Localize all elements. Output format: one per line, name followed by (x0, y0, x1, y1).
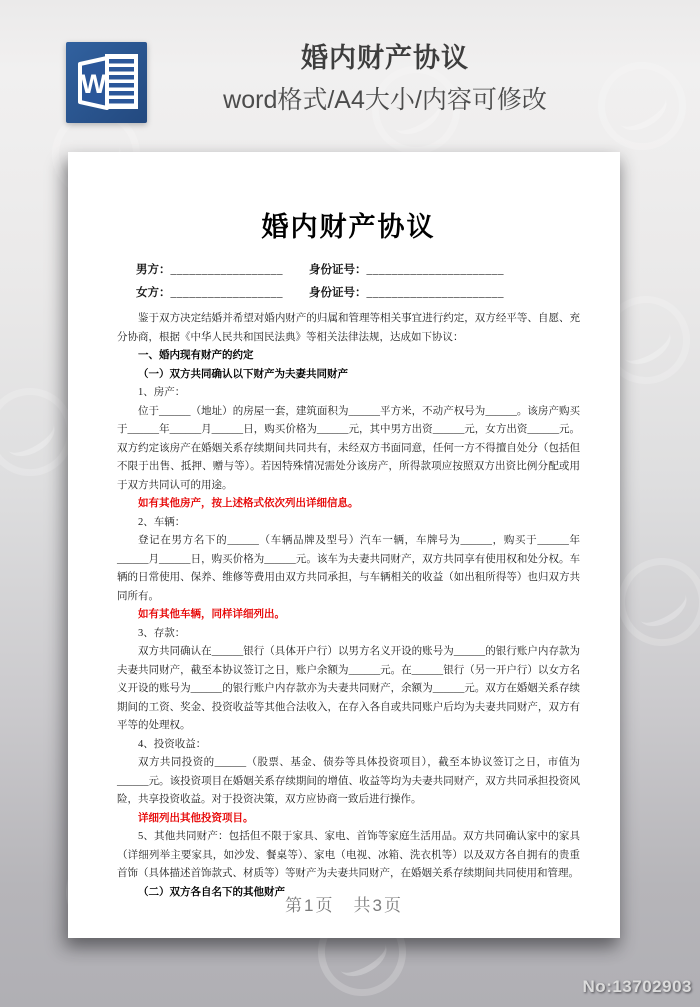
svg-text:W: W (80, 69, 107, 99)
item-vehicle-paragraph: 登记在男方名下的______（车辆品牌及型号）汽车一辆，车牌号为______，购买于______年______月______日，购买价格为______元。该车为夫妻共同财产，双方共同享有使用权和处分权。车辆的日常使用、保养、维修等费用由双方共同承担，与车辆相关的收益（如出租所得等）也归双方共同所有。 (117, 535, 580, 602)
subsection-1-heading: （一）双方共同确认以下财产为夫妻共同财产 (138, 368, 348, 380)
item-investment-label: 4、投资收益： (138, 738, 207, 750)
page-number: 第1页 共3页 (285, 896, 403, 915)
item-house-paragraph: 位于______（地址）的房屋一套，建筑面积为______平方米，不动产权号为______。该房产购买于______年______月______日，购买价格为______元，其中男方出资______元，女方出资______元。双方约定该房产在婚姻关系存续期间共同共有，未经双方书面同意，任何一方不得擅自处分（包括但不限于出售、抵押、赠与等）。若因特殊情况需处分该房产，所得款项应按照双方出资比例分配或用于双方共同认可的用途。 (117, 405, 580, 491)
note-other-vehicle: 如有其他车辆，同样详细列出。 (138, 609, 285, 620)
page-subtitle: word格式/A4大小/内容可修改 (223, 86, 547, 114)
header (0, 0, 700, 150)
intro-paragraph: 鉴于双方决定结婚并希望对婚内财产的归属和管理等相关事宜进行约定，双方经平等、自愿、充分协商，根据《中华人民共和国民法典》等相关法律法规，达成如下协议： (117, 313, 580, 343)
item-house-label: 1、房产： (138, 387, 186, 398)
item-other-property-paragraph: 5、其他共同财产：包括但不限于家具、家电、首饰等家庭生活用品。双方共同确认家中的家具（详细列举主要家具，如沙发、餐桌等）、家电（电视、冰箱、洗衣机等）以及双方各自拥有的贵重首饰（具体描述首饰款式、材质等）等财产为夫妻共同财产，在婚姻关系存续期间共同使用和管理。 (117, 831, 580, 879)
item-deposit-paragraph: 双方共同确认在______银行（具体开户行）以男方名义开设的账号为______的银行账户内存款为夫妻共同财产，截至本协议签订之日，账户余额为______元。在______银行（另一开户行）以女方名义开设的账号为______的银行账户内存款亦为夫妻共同财产，余额为______元。双方在婚姻关系存续期间的工资、奖金、投资收益等其他合法收入，在存入各自或共同账户后均为夫妻共同财产，双方有平等的处理权。 (117, 646, 580, 731)
note-other-investment: 详细列出其他投资项目。 (138, 812, 254, 824)
section-1-heading: 一、婚内现有财产的约定 (138, 350, 254, 361)
note-other-house: 如有其他房产，按上述格式依次列出详细信息。 (138, 498, 359, 509)
party-line-female (136, 282, 580, 305)
subsection-2-heading: （二）双方各自名下的其他财产 (138, 886, 285, 898)
female-id-blank: ______________________ (366, 287, 504, 299)
female-id-label: 身份证号： (309, 287, 367, 299)
female-name-blank: __________________ (170, 287, 283, 299)
item-investment-paragraph: 双方共同投资的______（股票、基金、债券等具体投资项目），截至本协议签订之日，市值为______元。该投资项目在婚姻关系存续期间的增值、收益等均为夫妻共同财产，双方共同承担投资风险，共享投资收益。对于投资决策，双方应协商一致后进行操作。 (117, 757, 580, 805)
serial-number: No:13702903 (582, 977, 692, 996)
document-body (117, 310, 580, 902)
word-icon (66, 42, 147, 123)
document-title: 婚内财产协议 (261, 212, 436, 242)
male-id-blank: ______________________ (366, 264, 504, 276)
page-title: 婚内财产协议 (301, 43, 469, 73)
watermark-icon (607, 547, 700, 658)
document-page (68, 152, 620, 938)
party-line-male (136, 259, 580, 282)
male-label: 男方： (136, 264, 171, 276)
item-deposit-label: 3、存款： (138, 627, 186, 639)
male-id-label: 身份证号： (309, 264, 367, 276)
male-name-blank: __________________ (170, 264, 283, 276)
parties-block (117, 259, 580, 305)
female-label: 女方： (136, 287, 171, 299)
item-vehicle-label: 2、车辆： (138, 516, 186, 528)
